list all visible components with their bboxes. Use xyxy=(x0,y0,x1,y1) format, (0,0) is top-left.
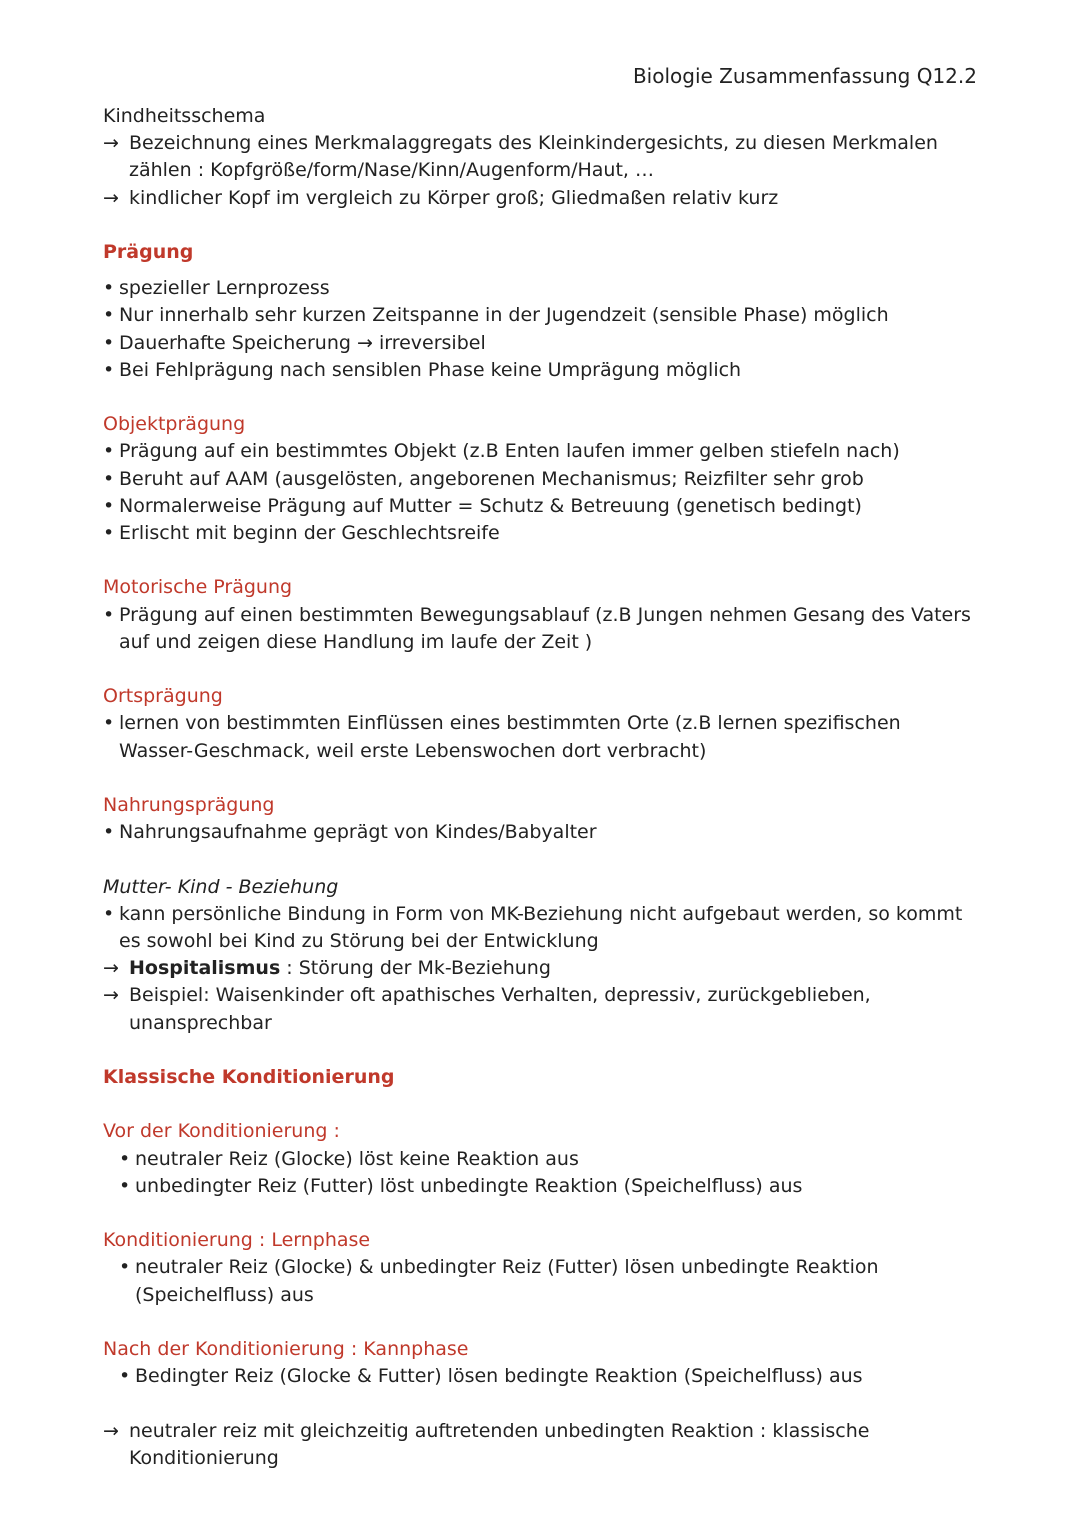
bullet-icon: • xyxy=(103,440,115,463)
bullet-item: • Prägung auf einen bestimmten Bewegungsablauf (z.B Jungen nehmen Gesang des Vaters auf und zeigen diese Handlung im laufe der Zeit ) xyxy=(103,603,971,653)
subsection-title-vor: Vor der Konditionierung : xyxy=(103,1120,340,1143)
bullet-icon: • xyxy=(103,358,115,381)
bullet-item: • Erlischt mit beginn der Geschlechtsreife xyxy=(103,520,973,547)
arrow-point: → kindlicher Kopf im vergleich zu Körper groß; Gliedmaßen relativ kurz xyxy=(103,185,973,212)
bullet-icon: • xyxy=(119,1174,131,1197)
bullet-item: • Nur innerhalb sehr kurzen Zeitspanne in der Jugendzeit (sensible Phase) möglich xyxy=(103,302,973,329)
bullet-item: • Bedingter Reiz (Glocke & Futter) lösen bedingte Reaktion (Speichelfluss) aus xyxy=(119,1363,973,1390)
section-title-objektpraegung: Objektprägung xyxy=(103,413,246,436)
bullet-icon: • xyxy=(103,603,115,626)
arrow-right-icon: → xyxy=(103,957,119,980)
bullet-item: • lernen von bestimmten Einflüssen eines bestimmten Orte (z.B lernen spezifischen Wasser-Geschmack, weil erste Lebenswochen dort verbracht) xyxy=(103,712,901,762)
bullet-icon: • xyxy=(119,1147,131,1170)
bullet-icon: • xyxy=(103,494,115,517)
bullet-item: • Normalerweise Prägung auf Mutter = Schutz & Betreuung (genetisch bedingt) xyxy=(103,493,973,520)
bullet-icon: • xyxy=(103,902,115,925)
bullet-item: • Prägung auf ein bestimmtes Objekt (z.B Enten laufen immer gelben stiefeln nach) xyxy=(103,438,973,465)
bullet-item: • neutraler Reiz (Glocke) löst keine Reaktion aus xyxy=(119,1146,973,1173)
bullet-item: • kann persönliche Bindung in Form von MK-Beziehung nicht aufgebaut werden, so kommt es sowohl bei Kind zu Störung bei der Entwicklung xyxy=(103,902,963,952)
term-hospitalismus: Hospitalismus xyxy=(129,957,281,980)
arrow-right-icon: → xyxy=(103,186,119,209)
bullet-icon: • xyxy=(103,331,115,354)
subsection-title-lernphase: Konditionierung : Lernphase xyxy=(103,1229,371,1252)
bullet-icon: • xyxy=(119,1365,131,1388)
section-title-klassische-konditionierung: Klassische Konditionierung xyxy=(103,1066,395,1088)
arrow-point: → Beispiel: Waisenkinder oft apathisches Verhalten, depressiv, zurückgeblieben, unansprechbar xyxy=(103,984,871,1034)
section-title-motorische-praegung: Motorische Prägung xyxy=(103,576,293,599)
subsection-title-kannphase: Nach der Konditionierung : Kannphase xyxy=(103,1337,469,1360)
bullet-icon: • xyxy=(103,277,115,300)
conclusion: → neutraler reiz mit gleichzeitig auftretenden unbedingten Reaktion : klassische Konditionierung xyxy=(103,1419,870,1469)
arrow-right-icon: → xyxy=(103,984,119,1007)
bullet-icon: • xyxy=(103,467,115,490)
bullet-item: • Bei Fehlprägung nach sensiblen Phase keine Umprägung möglich xyxy=(103,357,973,384)
bullet-item: • neutraler Reiz (Glocke) & unbedingter Reiz (Futter) lösen unbedingte Reaktion (Speichelfluss) aus xyxy=(119,1256,879,1306)
arrow-point: → Hospitalismus : Störung der Mk-Beziehung xyxy=(103,955,973,982)
arrow-point: → Bezeichnung eines Merkmalaggregats des Kleinkindergesichts, zu diesen Merkmalen zählen : Kopfgröße/form/Nase/Kinn/Augenform/Haut, … xyxy=(103,132,938,182)
section-title-nahrungspraegung: Nahrungsprägung xyxy=(103,794,275,816)
bullet-item: • Nahrungsaufnahme geprägt von Kindes/Babyalter xyxy=(103,819,973,846)
arrow-right-icon: → xyxy=(103,132,119,155)
bullet-item: • unbedingter Reiz (Futter) löst unbedingte Reaktion (Speichelfluss) aus xyxy=(119,1173,973,1200)
section-title-mutter-kind: Mutter- Kind - Beziehung xyxy=(103,875,339,898)
bullet-icon: • xyxy=(103,712,115,735)
bullet-icon: • xyxy=(119,1256,131,1279)
bullet-icon: • xyxy=(103,821,115,844)
section-title-praegung: Prägung xyxy=(103,241,194,263)
arrow-right-icon: → xyxy=(356,331,373,354)
section-title-ortspraegung: Ortsprägung xyxy=(103,685,223,708)
bullet-icon: • xyxy=(103,522,115,545)
page-header: Biologie Zusammenfassung Q12.2 xyxy=(632,64,977,88)
bullet-item: • Dauerhafte Speicherung → irreversibel xyxy=(103,330,973,357)
bullet-item: • spezieller Lernprozess xyxy=(103,275,973,302)
bullet-item: • Beruht auf AAM (ausgelösten, angeborenen Mechanismus; Reizfilter sehr grob xyxy=(103,466,973,493)
bullet-icon: • xyxy=(103,304,115,327)
section-title-kindheitsschema: Kindheitsschema xyxy=(103,105,266,127)
document-body xyxy=(103,103,973,1472)
arrow-right-icon: → xyxy=(103,1419,119,1442)
